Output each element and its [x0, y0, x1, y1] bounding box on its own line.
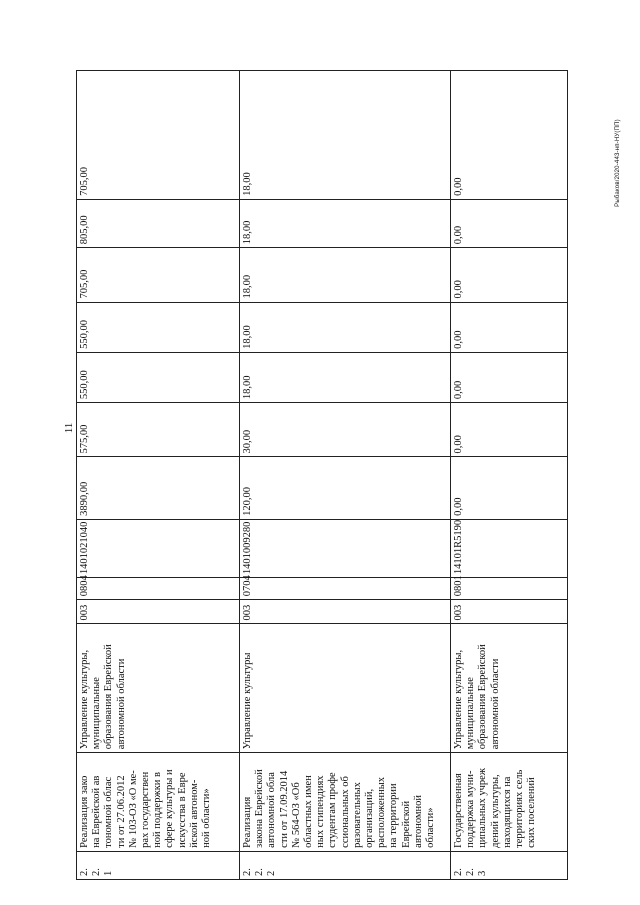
total-value: 3890,00	[77, 457, 240, 519]
table-row	[240, 71, 451, 880]
page-number: 11	[63, 422, 75, 434]
year-value: 18,00	[240, 302, 451, 352]
year-value: 550,00	[77, 302, 240, 352]
year-value: 18,00	[240, 352, 451, 402]
year-value: 18,00	[240, 71, 451, 200]
year-value: 550,00	[77, 352, 240, 402]
rzpr-code: 0804	[77, 578, 240, 600]
document-code: Рыбаков/2020-443-нп-НУ(ПП)	[615, 119, 621, 207]
year-value: 0,00	[451, 71, 568, 200]
year-value: 30,00	[240, 403, 451, 457]
grbs-code: 003	[240, 600, 451, 624]
measure-name: Реализация закона Еврейской автономной обла сти от 17.09.2014 № 564-ОЗ «Об областных имен ных стипендиях студентам профе ссиональных об разовательных организаций, расположенных на территории Еврейской автономной области»	[240, 753, 451, 852]
table-row	[451, 71, 568, 880]
row-number: 2. 2. 1	[77, 851, 240, 879]
row-number: 2. 2. 2	[240, 851, 451, 879]
total-value: 120,00	[240, 457, 451, 519]
rotated-sheet	[76, 70, 552, 880]
grbs-code: 003	[451, 600, 568, 624]
year-value: 18,00	[240, 199, 451, 247]
total-value: 0,00	[451, 457, 568, 519]
rzpr-code: 0801	[451, 578, 568, 600]
year-value: 705,00	[77, 71, 240, 200]
table-area	[76, 70, 552, 880]
executor: Управление культуры, муниципальные образования Еврейской автономной области	[77, 624, 240, 753]
csr-code: 1401021040	[77, 519, 240, 577]
row-number: 2. 2. 3	[451, 851, 568, 879]
year-value: 0,00	[451, 352, 568, 402]
executor: Управление культуры	[240, 624, 451, 753]
year-value: 0,00	[451, 403, 568, 457]
year-value: 0,00	[451, 199, 568, 247]
table-row	[77, 71, 240, 880]
measure-name: Государственная поддержка муни- ципальных учреж дений культуры, находящихся на территориях сель ских поселений	[451, 753, 568, 852]
csr-code: 1401009280	[240, 519, 451, 577]
rzpr-code: 0704	[240, 578, 451, 600]
budget-table	[76, 70, 568, 880]
grbs-code: 003	[77, 600, 240, 624]
year-value: 705,00	[77, 248, 240, 302]
year-value: 805,00	[77, 199, 240, 247]
year-value: 0,00	[451, 302, 568, 352]
year-value: 0,00	[451, 248, 568, 302]
year-value: 575,00	[77, 403, 240, 457]
csr-code: 14101R5190	[451, 519, 568, 577]
year-value: 18,00	[240, 248, 451, 302]
executor: Управление культуры, муниципальные образования Еврейской автономной области	[451, 624, 568, 753]
measure-name: Реализация зако на Еврейской ав тономной облас ти от 27.06.2012 № 103-ОЗ «О ме- рах государствен ной поддержки в сфере культуры и искусства в Евре йской автоном- ной области»	[77, 753, 240, 852]
